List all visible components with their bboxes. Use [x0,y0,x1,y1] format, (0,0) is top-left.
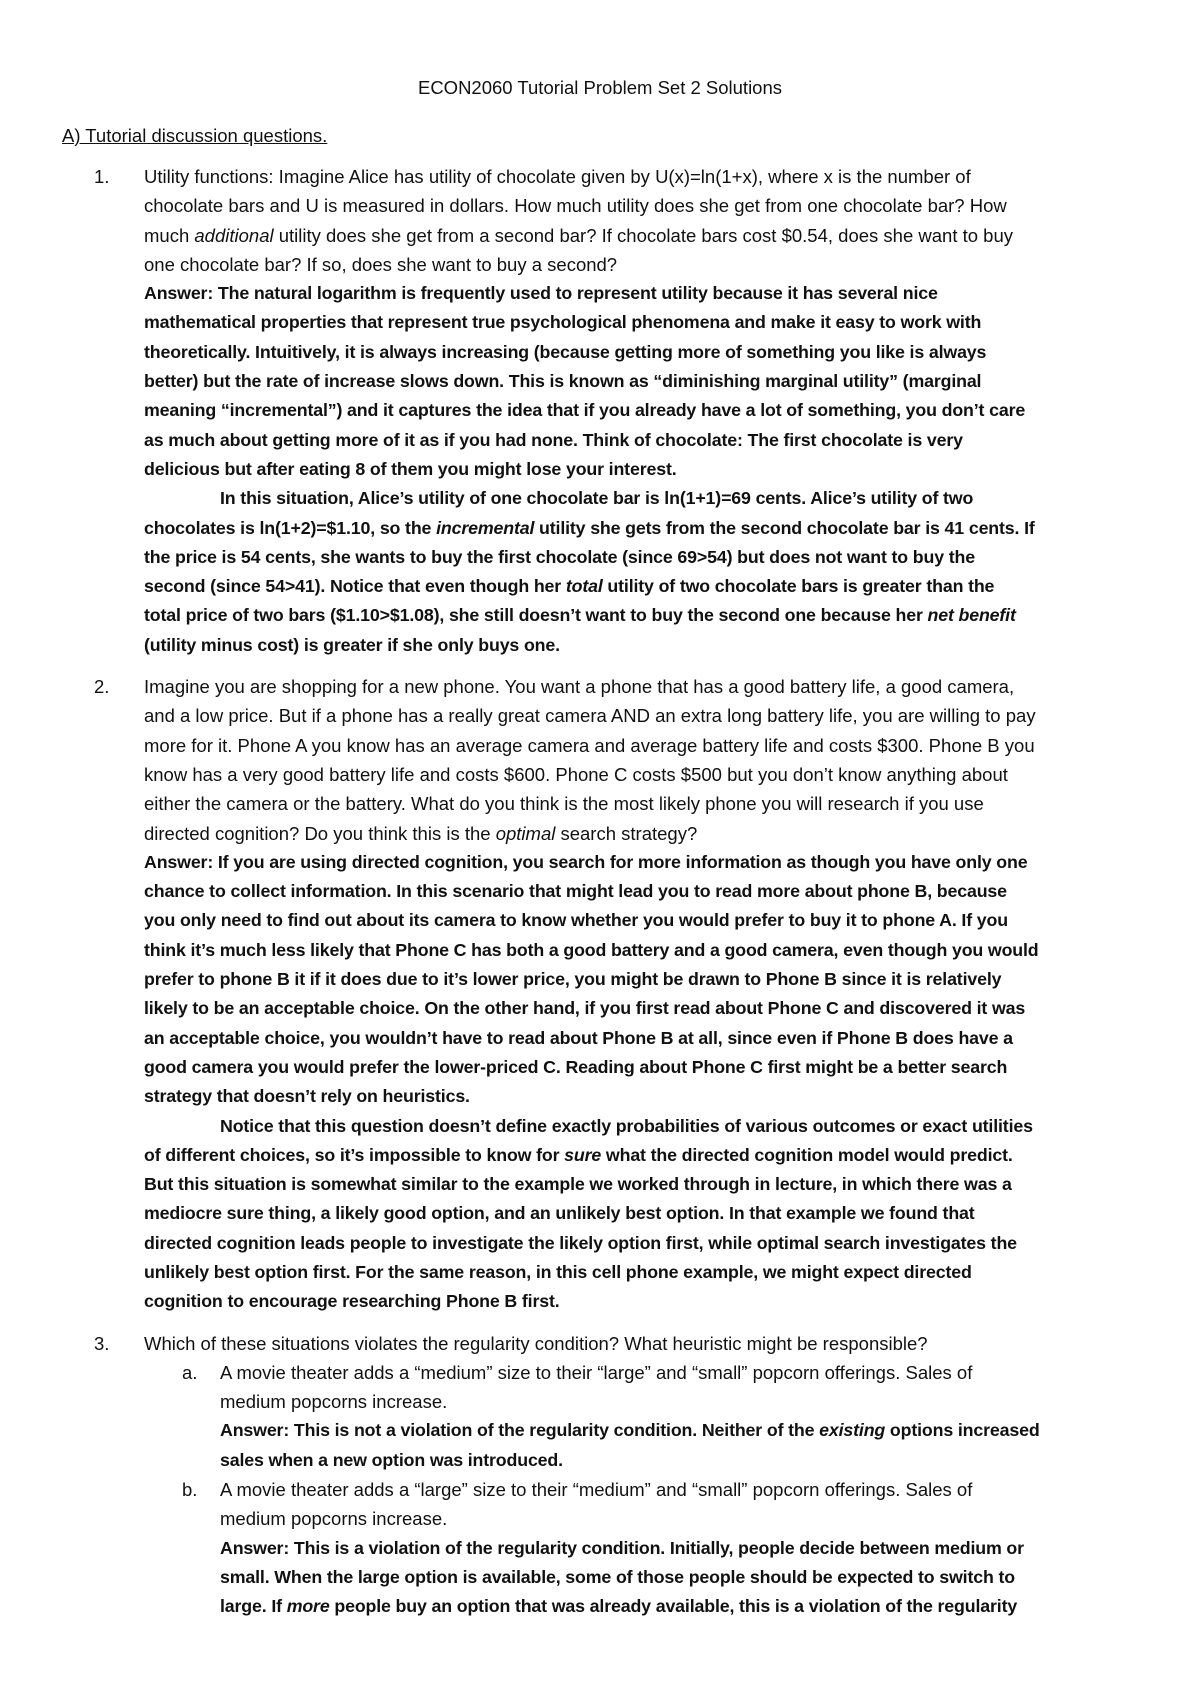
text-segment: search strategy? [555,822,698,844]
text-segment: utility she gets from the second chocolate bar is 41 cents. If [534,517,1035,538]
text-line: one chocolate bar? If so, does she want to buy a second? [144,253,618,275]
question-text [144,1329,1114,1358]
answer-paragraph [144,279,1114,484]
text-line: Utility functions: Imagine Alice has utility of chocolate given by U(x)=ln(1+x), where x is the number of [144,166,971,187]
italic-text: net benefit [927,605,1016,626]
italic-text: more [286,1596,330,1617]
text-line: medium popcorns increase. [220,1391,448,1413]
text-line: you only need to find out about its camera to know whether you would prefer to buy it to phone A. If you [144,910,1008,931]
text-line: But this situation is somewhat similar to the example we worked through in lecture, in which there was a [144,1174,1012,1195]
text-line: know has a very good battery life and costs $600. Phone C costs $500 but you don’t know anything about [144,763,1008,785]
text-segment: directed cognition? Do you think this is the [144,822,496,844]
text-line [144,1141,1114,1170]
text-line: think it’s much less likely that Phone C has both a good battery and a good camera, even though you would [144,939,1039,960]
sub-question-letter: a. [182,1361,198,1383]
italic-text: existing [819,1420,886,1441]
text-line: unlikely best option first. For the same reason, in this cell phone example, we might expect directed [144,1261,972,1282]
question-3 [62,1329,1114,1622]
text-line: delicious but after eating 8 of them you might lose your interest. [144,458,677,479]
text-line: Answer: The natural logarithm is frequently used to represent utility because it has several nice [144,283,938,304]
question-2 [62,672,1114,1317]
question-number: 2. [94,676,110,698]
text-line [220,1416,1114,1445]
text-line [144,572,1114,601]
section-heading: A) Tutorial discussion questions. [62,125,328,146]
text-line: either the camera or the battery. What do you think is the most likely phone you will research if you use [144,793,984,815]
text-line [144,514,1114,543]
text-line: an acceptable choice, you wouldn’t have to read about Phone B at all, since even if Phone B does have a [144,1027,1013,1048]
italic-text: additional [194,224,274,246]
text-line: directed cognition leads people to investigate the likely option first, while optimal search investigates the [144,1232,1017,1253]
sub-question-text [220,1358,1114,1417]
text-line: more for it. Phone A you know has an average camera and average battery life and costs $300. Phone B you [144,734,1035,756]
text-line: A movie theater adds a “medium” size to their “large” and “small” popcorn offerings. Sales of [220,1361,973,1383]
text-segment: people buy an option that was already available, this is a violation of the regularity [329,1596,1018,1617]
text-line [144,819,1114,848]
text-line: cognition to encourage researching Phone B first. [144,1291,560,1312]
text-line: and a low price. But if a phone has a really great camera AND an extra long battery life, you are willing to pay [144,705,1036,727]
sub-question-a [144,1358,1114,1475]
italic-text: optimal [495,822,556,844]
text-line: Imagine you are shopping for a new phone. You want a phone that has a good battery life, a good camera, [144,676,1015,698]
text-line [144,601,1114,630]
answer-paragraph [144,848,1114,1112]
text-line: sales when a new option was introduced. [220,1449,563,1470]
question-1 [62,162,1114,660]
italic-text: incremental [436,517,535,538]
text-segment: Answer: This is not a violation of the regularity condition. Neither of the [220,1420,820,1441]
text-line: Which of these situations violates the regularity condition? What heuristic might be responsible? [144,1332,928,1354]
document-title: ECON2060 Tutorial Problem Set 2 Solutions [417,77,783,98]
question-number: 1. [94,166,110,187]
text-segment: large. If [220,1596,287,1617]
text-line: prefer to phone B it if it does due to it’s lower price, you might be drawn to Phone B since it is relatively [144,969,1002,990]
question-text [144,672,1114,848]
sub-question-letter: b. [182,1479,198,1501]
text-line: small. When the large option is available, some of those people should be expected to switch to [220,1566,1015,1587]
text-segment: much [144,224,195,246]
question-list [62,162,1114,1622]
answer-paragraph [144,1112,1114,1317]
text-line [220,1592,1114,1621]
text-line: Notice that this question doesn’t define exactly probabilities of various outcomes or exact utilities [220,1115,1033,1136]
text-line: theoretically. Intuitively, it is always increasing (because getting more of something you like is always [144,341,987,362]
text-line: chocolate bars and U is measured in dollars. How much utility does she get from one chocolate bar? How [144,195,1007,217]
answer-paragraph [220,1534,1114,1622]
text-line: Answer: If you are using directed cognition, you search for more information as though you have only one [144,851,1028,872]
sub-question-text [220,1475,1114,1534]
text-line: In this situation, Alice’s utility of one chocolate bar is ln(1+1)=69 cents. Alice’s utility of two [220,488,974,509]
text-line: strategy that doesn’t rely on heuristics. [144,1086,470,1107]
answer-paragraph [220,1416,1114,1475]
text-line: good camera you would prefer the lower-priced C. Reading about Phone C first might be a better search [144,1056,1008,1077]
text-line: A movie theater adds a “large” size to their “medium” and “small” popcorn offerings. Sales of [220,1479,973,1501]
text-segment: of different choices, so it’s impossible to know for [144,1144,565,1165]
text-segment: chocolates is ln(1+2)=$1.10, so the [144,517,437,538]
sub-question-list [144,1358,1114,1622]
text-segment: utility of two chocolate bars is greater than the [602,576,995,597]
text-line: meaning “incremental”) and it captures the idea that if you already have a lot of something, you don’t care [144,400,1026,421]
text-line: mathematical properties that represent true psychological phenomena and make it easy to work with [144,312,982,333]
text-line: likely to be an acceptable choice. On the other hand, if you first read about Phone C and discovered it was [144,998,1026,1019]
question-number: 3. [94,1332,110,1354]
italic-text: sure [564,1144,602,1165]
answer-paragraph [144,484,1114,660]
text-line [144,221,1114,250]
text-segment: options increased [885,1420,1040,1441]
text-segment: utility does she get from a second bar? If chocolate bars cost $0.54, does she want to buy [273,224,1013,246]
sub-question-b [144,1475,1114,1621]
text-line: better) but the rate of increase slows down. This is known as “diminishing marginal utility” (marginal [144,371,982,392]
question-text [144,162,1114,279]
text-line: the price is 54 cents, she wants to buy the first chocolate (since 69>54) but does not want to buy the [144,546,975,567]
text-line: Answer: This is a violation of the regularity condition. Initially, people decide between medium or [220,1537,1024,1558]
text-line: chance to collect information. In this scenario that might lead you to read more about phone B, because [144,881,1007,902]
text-line: (utility minus cost) is greater if she only buys one. [144,634,560,655]
text-segment: total price of two bars ($1.10>$1.08), she still doesn’t want to buy the second one because her [144,605,928,626]
italic-text: total [565,576,603,597]
text-line: as much about getting more of it as if you had none. Think of chocolate: The first chocolate is very [144,429,963,450]
text-segment: what the directed cognition model would predict. [601,1144,1013,1165]
text-line: medium popcorns increase. [220,1508,448,1530]
text-segment: second (since 54>41). Notice that even though her [144,576,566,597]
text-line: mediocre sure thing, a likely good option, and an unlikely best option. In that example we found that [144,1203,975,1224]
